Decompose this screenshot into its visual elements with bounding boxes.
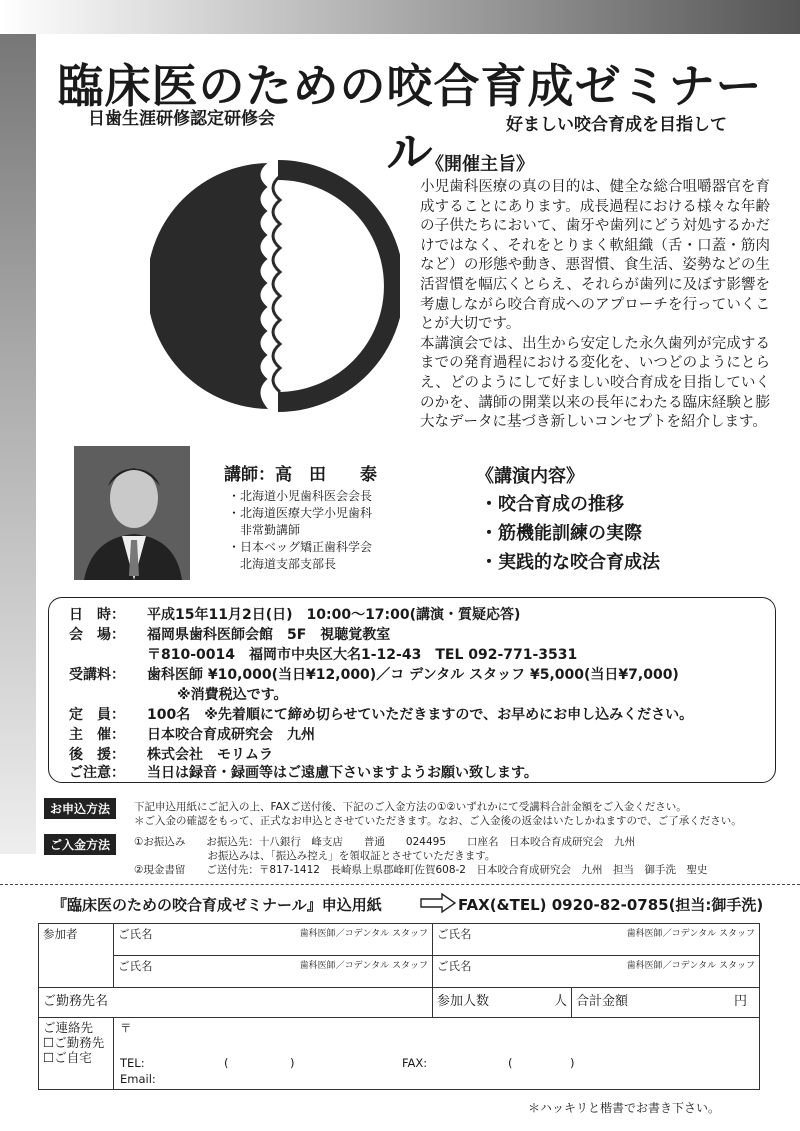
detail-row-tax: ※消費税込です。 — [177, 687, 288, 703]
application-form — [38, 923, 760, 1090]
topic-item: ・筋機能訓練の実際 — [480, 523, 642, 544]
application-method-tag: お申込方法 — [44, 798, 116, 819]
payment-line: ②現金書留 ご送付先：〒817-1412 長崎県上県郡峰町佐賀608-2 日本咬合育成研究会 九州 担当 御手洗 聖史 — [134, 864, 708, 876]
participant-name-field[interactable] — [433, 956, 760, 988]
detail-row-capacity: 定 員： 100名 ※先着順にて締め切らせていただきますので、お早めにお申し込みください。 — [69, 707, 694, 723]
detail-row-notice: ご注意： 当日は録音・録画等はご遠慮下さいますようお願い致します。 — [69, 765, 538, 781]
credential-item: 非常勤講師 — [228, 523, 301, 537]
tel-label: TEL: — [120, 1056, 145, 1070]
tel-paren-open: ( — [224, 1056, 229, 1070]
credential-item: ・日本ベッグ矯正歯科学会 — [228, 540, 373, 554]
fax-label: FAX: — [402, 1056, 428, 1070]
purpose-paragraph-2: 本講演会では、出生から安定した永久歯列が完成するまでの発育過程における変化を、いつどのようにとらえ、どのようにして好ましい咬合育成を目指していくのかを、講師の開業以来の長年にわたる臨床経験と膨大なデータに基づき新しいコンセプトを紹介します。 — [420, 335, 770, 431]
detail-row-venue: 会 場： 福岡県歯科医師会館 5F 視聴覚教室 — [69, 627, 391, 643]
contact-field[interactable] — [114, 1018, 760, 1090]
occlusion-logo-icon — [150, 158, 400, 418]
contact-option-workplace[interactable]: ☐ご勤務先 — [43, 1035, 105, 1050]
detail-row-fee: 受講料： 歯科医師 ¥10,000(当日¥12,000)／コ デンタル スタッフ ¥5,000(当日¥7,000) — [69, 667, 679, 683]
fax-paren-open: ( — [508, 1056, 513, 1070]
certified-label: 日歯生涯研修認定研修会 — [88, 109, 275, 129]
lecturer-name: 講師：高 田 泰 — [224, 465, 377, 485]
detail-row-organizer: 主 催： 日本咬合育成研究会 九州 — [69, 727, 315, 743]
purpose-paragraph-1: 小児歯科医療の真の目的は、健全な総合咀嚼器官を育成することにあります。成長過程における様々な年齢の子供たちにおいて、歯牙や歯列にどう対処するかだけではなく、それをとりまく軟組織（舌・口蓋・筋肉など）の形態や動き、悪習慣、食生活、姿勢などの生活習慣を幅広くとらえ、それらが歯列に及ぼす影響を考慮しながら咬合育成へのアプローチを行っていくことが大切です。 — [420, 179, 770, 333]
participant-count-field[interactable] — [433, 988, 572, 1018]
payment-method-tag: ご入金方法 — [44, 834, 116, 855]
contact-label: ご連絡先 — [43, 1020, 94, 1035]
participant-name-field[interactable] — [114, 924, 433, 956]
seminar-title: 臨床医のための咬合育成ゼミナール — [57, 59, 763, 179]
topic-item: ・実践的な咬合育成法 — [480, 552, 660, 573]
total-amount-field[interactable] — [572, 988, 760, 1018]
application-line: ＊ご入金の確認をもって、正式なお申込とさせていただきます。なお、ご入金後の返金はいたしかねますので、ご了承ください。 — [134, 815, 742, 827]
purpose-body — [420, 178, 770, 433]
contact-label-cell — [39, 1018, 114, 1090]
topics-heading: 《講演内容》 — [476, 466, 584, 487]
workplace-label: ご勤務先名 — [43, 994, 109, 1009]
name-label: ご氏名 — [437, 959, 472, 973]
left-gradient-bar — [0, 34, 36, 854]
workplace-field[interactable] — [39, 988, 433, 1018]
detail-row-sponsor: 後 援： 株式会社 モリムラ — [69, 747, 273, 763]
event-details-box — [48, 597, 776, 783]
total-label: 合計金額 — [576, 994, 629, 1009]
form-note: ＊ハッキリと楷書でお書き下さい。 — [528, 1101, 721, 1115]
purpose-heading: 《開催主旨》 — [426, 154, 534, 175]
contact-option-home[interactable]: ☐ご自宅 — [43, 1050, 92, 1065]
total-unit: 円 — [733, 994, 747, 1009]
lecturer-photo — [74, 446, 190, 580]
topic-item: ・咬合育成の推移 — [480, 494, 624, 515]
role-label: 歯科医師／コデンタル スタッフ — [299, 961, 428, 971]
participant-name-field[interactable] — [114, 956, 433, 988]
credential-item: ・北海道医療大学小児歯科 — [228, 506, 373, 520]
form-title: 『臨床医のための咬合育成ゼミナール』申込用紙 — [52, 896, 382, 914]
topics-list — [480, 490, 660, 577]
count-label: 参加人数 — [437, 994, 490, 1009]
detail-row-date: 日 時： 平成15年11月2日(日) 10:00～17:00(講演・質疑応答) — [69, 607, 521, 623]
application-line: 下記申込用紙にご記入の上、FAXご送付後、下記のご入金方法の①②いずれかにて受講料合計金額をご入金ください。 — [134, 801, 687, 813]
role-label: 歯科医師／コデンタル スタッフ — [626, 929, 755, 939]
cut-line — [0, 884, 800, 885]
role-label: 歯科医師／コデンタル スタッフ — [626, 961, 755, 971]
payment-line: ①お振込み お振込先：十八銀行 峰支店 普通 024495 口座名 日本咬合育成研究会 九州 — [134, 836, 635, 848]
participant-label: 参加者 — [39, 924, 114, 988]
fax-paren-close: ) — [570, 1056, 575, 1070]
email-label: Email: — [120, 1072, 156, 1086]
name-label: ご氏名 — [118, 927, 153, 941]
name-label: ご氏名 — [437, 927, 472, 941]
lecturer-credentials — [228, 488, 372, 573]
postal-mark: 〒 — [120, 1021, 132, 1035]
credential-item: ・北海道小児歯科医会会長 — [228, 489, 373, 503]
role-label: 歯科医師／コデンタル スタッフ — [299, 929, 428, 939]
tel-paren-close: ) — [290, 1056, 295, 1070]
fax-number: FAX(&TEL) 0920-82-0785(担当:御手洗) — [458, 896, 764, 914]
seminar-subtitle: 好ましい咬合育成を目指して — [506, 115, 727, 135]
count-unit: 人 — [553, 994, 567, 1009]
detail-row-address: 〒810-0014 福岡市中央区大名1-12-43 TEL 092-771-3531 — [147, 647, 578, 663]
participant-name-field[interactable] — [433, 924, 760, 956]
payment-line: お振込みは、「振込み控え」を領収証とさせていただきます。 — [134, 850, 496, 862]
credential-item: 北海道支部支部長 — [228, 557, 337, 571]
arrow-right-icon — [420, 893, 456, 913]
name-label: ご氏名 — [118, 959, 153, 973]
top-gradient-bar — [0, 0, 800, 34]
